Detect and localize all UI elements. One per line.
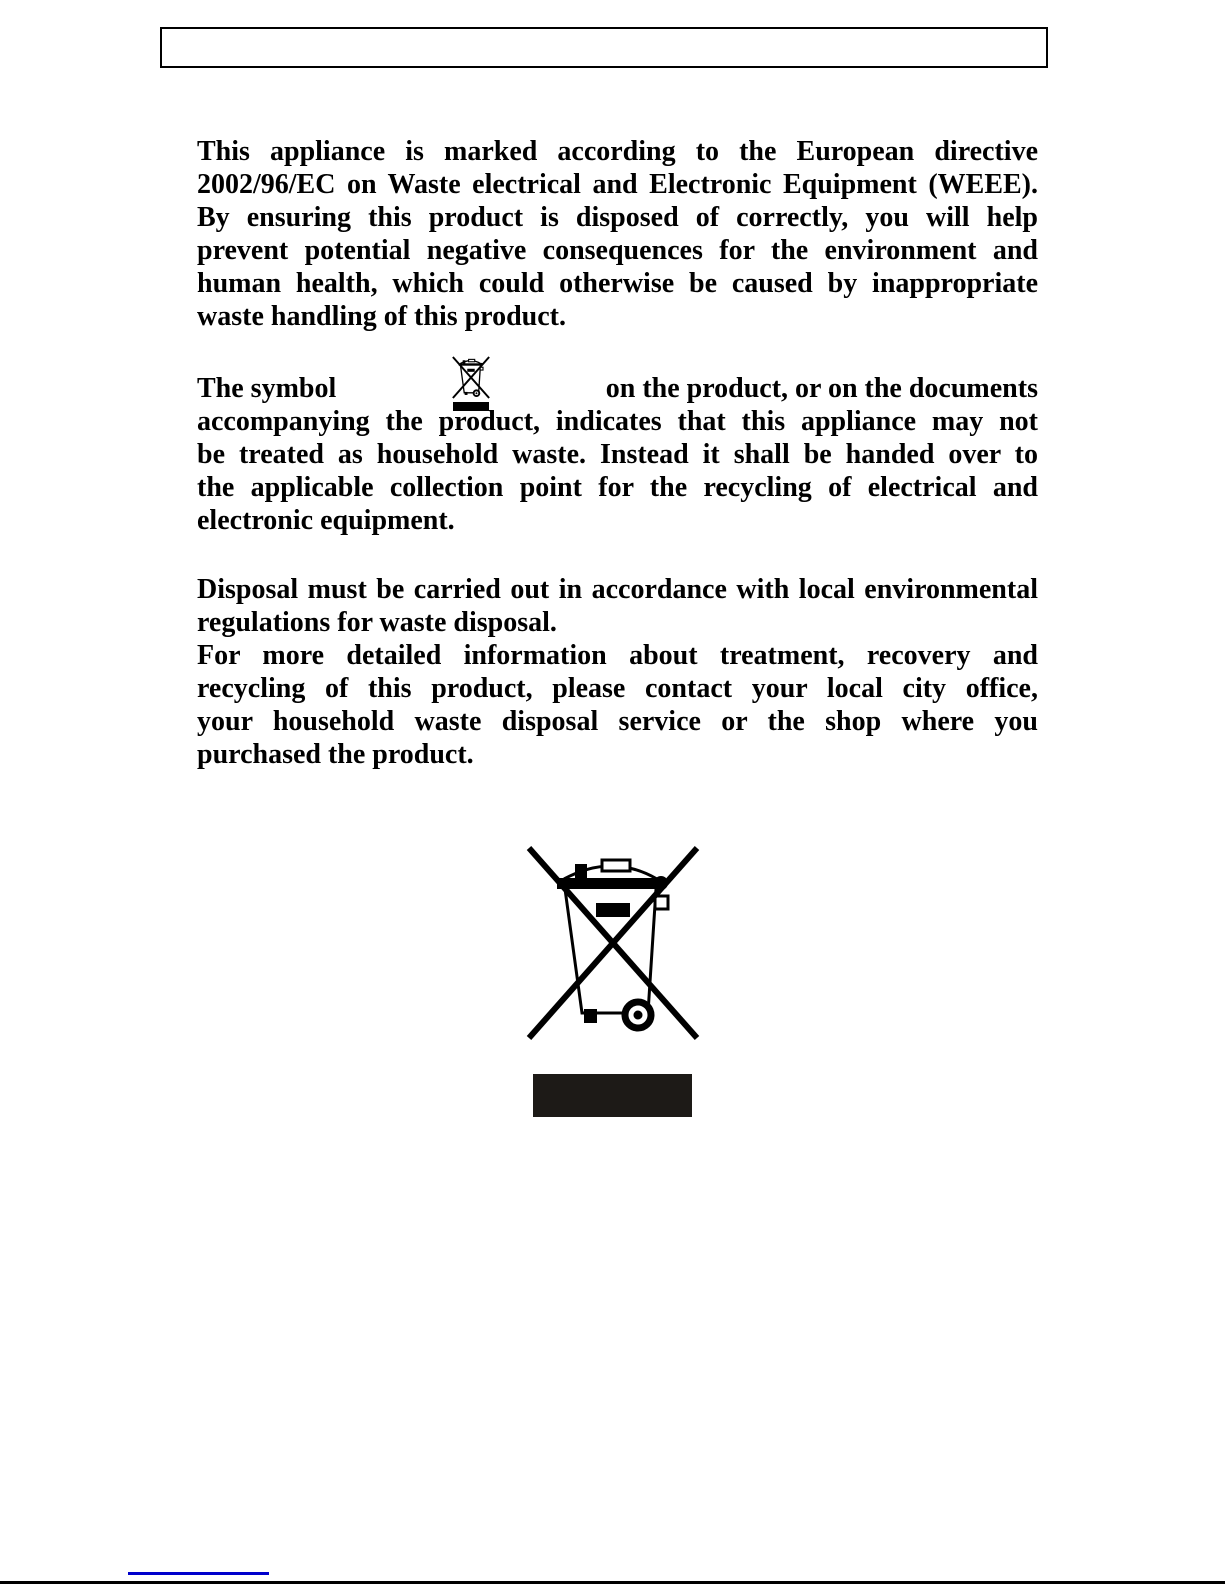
text-line: be treated as household waste. Instead it shall be handed over to <box>197 439 1038 470</box>
text-line: waste handling of this product. <box>197 301 567 332</box>
footer-link-underline[interactable] <box>128 1572 269 1575</box>
text-line: This appliance is marked according to the European directive <box>197 136 1038 167</box>
symbol-text-line <box>197 346 1038 405</box>
text-line: accompanying the product, indicates that this appliance may not <box>197 406 1038 437</box>
large-weee-black-bar <box>533 1074 692 1117</box>
text-line: your household waste disposal service or the shop where you <box>197 706 1038 737</box>
symbol-line-prefix: The symbol <box>197 373 337 404</box>
disposal-paragraph <box>197 573 1038 771</box>
symbol-line-suffix: on the product, or on the documents <box>605 373 1038 404</box>
text-line: human health, which could otherwise be caused by inappropriate <box>197 268 1038 299</box>
text-line: By ensuring this product is disposed of correctly, you will help <box>197 202 1038 233</box>
text-line: prevent potential negative consequences for the environment and <box>197 235 1038 266</box>
text-line: 2002/96/EC on Waste electrical and Electronic Equipment (WEEE). <box>197 169 1038 200</box>
text-line: purchased the product. <box>197 739 474 770</box>
text-line: For more detailed information about treatment, recovery and <box>197 640 1038 671</box>
large-weee-symbol <box>0 845 1225 1117</box>
inline-weee-icon <box>452 356 490 411</box>
text-line: recycling of this product, please contact your local city office, <box>197 673 1038 704</box>
crossed-out-wheelie-bin-icon <box>526 845 700 1041</box>
page-bottom-rule <box>0 1581 1225 1584</box>
text-line: the applicable collection point for the recycling of electrical and <box>197 472 1038 503</box>
weee-directive-paragraph <box>197 135 1038 333</box>
header-box <box>160 27 1048 68</box>
text-line: electronic equipment. <box>197 505 455 536</box>
text-line: regulations for waste disposal. <box>197 607 557 638</box>
symbol-paragraph <box>197 346 1038 537</box>
crossed-out-wheelie-bin-icon <box>452 356 490 399</box>
text-line: Disposal must be carried out in accordance with local environmental <box>197 574 1038 605</box>
body-text <box>197 135 1038 771</box>
